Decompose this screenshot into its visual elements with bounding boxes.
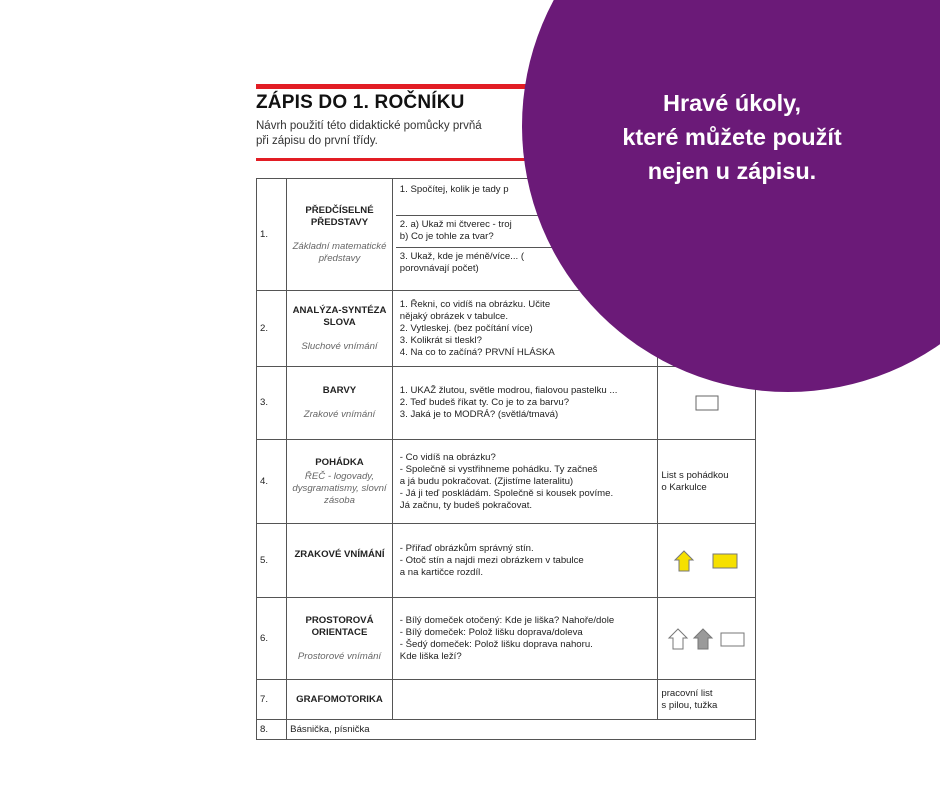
promo-text xyxy=(572,86,892,188)
task-text: 3. Ukaž, kde je méně/více... ( porovnávají počet) xyxy=(399,251,525,274)
task-text: 1. UKAŽ žlutou, světle modrou, fialovou pastelku ... 2. Teď budeš říkat ty. Co je to za barvu? 3. Jaká je to MODRÁ? (světlá/tmavá) xyxy=(399,385,618,420)
white-rectangle-icon xyxy=(720,630,746,648)
aids-text: List s pohádkou o Karkulce xyxy=(661,469,729,493)
aids-text: pracovní list s pilou, tužka xyxy=(661,687,718,711)
row-tasks xyxy=(392,367,658,440)
row-number: 6. xyxy=(257,598,287,680)
row-tasks xyxy=(392,680,658,720)
row-number: 5. xyxy=(257,524,287,598)
task-text: 1. Řekni, co vidíš na obrázku. Učite nějaký obrázek v tabulce. 2. Vytleskej. (bez počítání více) 3. Kolikrát si tleskl? 4. Na co to začíná? PRVNÍ HLÁSKA xyxy=(399,298,555,358)
promo-line-2: které můžete použít xyxy=(622,124,842,150)
topic-sub: Základní matematické představy xyxy=(292,240,387,264)
white-house-icon xyxy=(667,627,689,651)
task-text: 1. Spočítej, kolik je tady p xyxy=(399,184,509,195)
topic-name: PROSTOROVÁ ORIENTACE xyxy=(305,614,374,638)
promo-line-1: Hravé úkoly, xyxy=(662,90,802,116)
row-topic xyxy=(287,680,393,720)
row-tasks xyxy=(392,440,658,524)
topic-name: GRAFOMOTORIKA xyxy=(296,693,383,705)
table-row xyxy=(257,680,756,720)
topic-name: POHÁDKA xyxy=(315,456,364,468)
subtitle-line-2: při zápisu do první třídy. xyxy=(256,135,378,147)
topic-name: BARVY xyxy=(322,385,357,396)
task-text: - Co vidíš na obrázku? - Společně si vystřihneme pohádku. Ty začneš a já budu pokračovat. (Zjistíme lateralitu) - Já ji teď poskládám. Společně si kousek povíme. Já začnu, ty budeš pokračovat. xyxy=(399,451,614,511)
row-topic xyxy=(287,524,393,598)
row-number: 1. xyxy=(257,179,287,291)
row-topic: Básnička, písnička xyxy=(287,720,756,740)
topic-sub: Zrakové vnímání xyxy=(303,409,376,420)
row-tasks xyxy=(392,598,658,680)
row-number: 3. xyxy=(257,367,287,440)
promo-line-3: nejen u zápisu. xyxy=(647,158,817,184)
row-number: 2. xyxy=(257,291,287,367)
task-item xyxy=(396,540,655,582)
topic-sub: Sluchové vnímání xyxy=(301,340,378,352)
topic-sub: Prostorové vnímání xyxy=(297,650,382,662)
topic-name: ANALÝZA-SYNTÉZA SLOVA xyxy=(292,304,387,328)
yellow-house-icon xyxy=(673,549,695,573)
row-number: 4. xyxy=(257,440,287,524)
row-aids xyxy=(658,524,756,598)
topic-name: PŘEDČÍSELNÉ PŘEDSTAVY xyxy=(305,204,374,228)
task-item xyxy=(396,382,655,424)
row-tasks xyxy=(392,524,658,598)
topic-sub: ŘEČ - logovady, dysgramatismy, slovní zásoba xyxy=(292,470,387,506)
task-text: 2. a) Ukaž mi čtverec - troj b) Co je tohle za tvar? xyxy=(399,219,512,242)
document-title: ZÁPIS DO 1. ROČNÍKU xyxy=(256,92,465,113)
row-aids xyxy=(658,680,756,720)
yellow-rectangle-icon xyxy=(712,552,740,570)
task-item xyxy=(396,612,655,666)
gray-house-icon xyxy=(692,627,714,651)
document-subtitle xyxy=(256,119,556,149)
row-topic xyxy=(287,179,393,291)
table-row xyxy=(257,598,756,680)
row-number: 7. xyxy=(257,680,287,720)
row-topic xyxy=(287,440,393,524)
task-text: - Přiřaď obrázkům správný stín. - Otoč stín a najdi mezi obrázkem v tabulce a na kartičce rozdíl. xyxy=(399,542,584,578)
row-topic xyxy=(287,598,393,680)
table-row xyxy=(257,720,756,740)
task-text: - Bílý domeček otočený: Kde je liška? Nahoře/dole - Bílý domeček: Polož lišku doprava/doleva - Šedý domeček: Polož lišku doprava nahoru. Kde liška leží? xyxy=(399,614,615,662)
row-topic xyxy=(287,291,393,367)
topic-name: ZRAKOVÉ VNÍMÁNÍ xyxy=(294,548,385,560)
table-row xyxy=(257,524,756,598)
row-aids xyxy=(658,440,756,524)
table-row xyxy=(257,367,756,440)
white-rectangle-icon xyxy=(695,395,719,411)
row-topic xyxy=(287,367,393,440)
row-aids xyxy=(658,598,756,680)
task-item xyxy=(396,697,655,703)
table-row xyxy=(257,440,756,524)
subtitle-line-1: Návrh použití této didaktické pomůcky prvňá xyxy=(256,120,482,132)
task-item xyxy=(396,449,655,515)
row-number: 8. xyxy=(257,720,287,740)
